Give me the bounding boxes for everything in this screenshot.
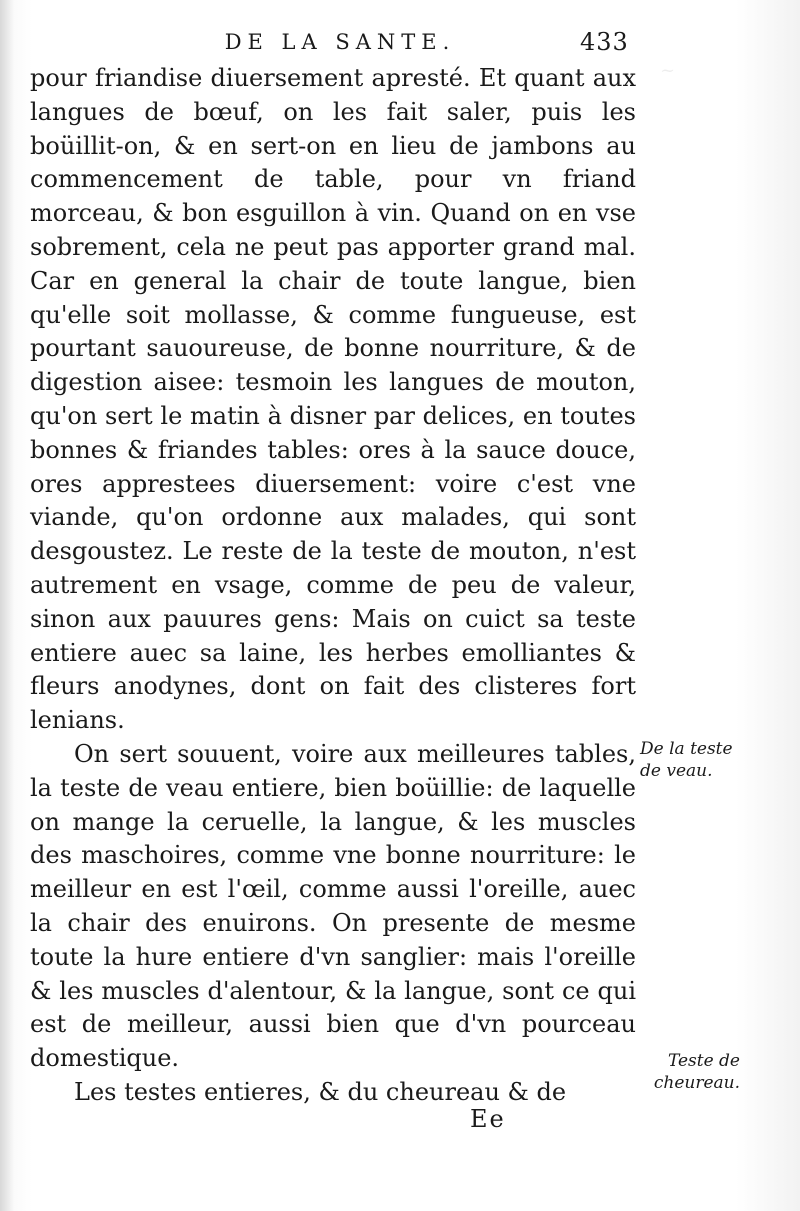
marginal-note-cheureau: Teste de cheureau.: [653, 1051, 740, 1093]
marginal-note-veau: De la teste de veau.: [640, 739, 733, 781]
show-through-text: ~: [660, 60, 676, 81]
main-text-block: [30, 62, 636, 1110]
page-gutter-shadow: [0, 0, 14, 1211]
paragraph-1: pour friandise diuersement apresté. Et quant aux langues de bœuf, on les fait saler, puis les boüillit-on, & en sert-on en lieu de jambons au commencement de table, pour vn friand morceau, & bon esguillon à vin. Quand on en vse sobrement, cela ne peut pas apporter grand mal. Car en general la chair de toute langue, bien qu'elle soit mollasse, & comme fungueuse, est pourtant sauoureuse, de bonne nourriture, & de digestion aisee: tesmoin les langues de mouton, qu'on sert le matin à disner par delices, en toutes bonnes & friandes tables: ores à la sauce douce, ores apprestees diuersement: voire c'est vne viande, qu'on ordonne aux malades, qui sont desgoustez. Le reste de la teste de mouton, n'est autrement en vsage, comme de peu de valeur, sinon aux pauures gens: Mais on cuict sa teste entiere auec sa laine, les herbes emolliantes & fleurs anodynes, dont on fait des clisteres fort lenians.: [30, 64, 636, 735]
signature-mark: Ee: [470, 1105, 506, 1133]
paragraph-3: Les testes entieres, & du cheureau & de: [74, 1077, 567, 1106]
page-number: 433: [580, 28, 629, 56]
running-head: DE LA SANTE.: [224, 30, 456, 54]
paragraph-2: On sert souuent, voire aux meilleures tables, la teste de veau entiere, bien boüillie: de laquelle on mange la ceruelle, la langue, & les muscles des maschoires, comme vne bonne nourriture: le meilleur en est l'œil, comme aussi l'oreille, auec la chair des enuirons. On presente de mesme toute la hure entiere d'vn sanglier: mais l'oreille & les muscles d'alentour, & la langue, sont ce qui est de meilleur, aussi bien que d'vn pourceau domestique.: [30, 739, 636, 1073]
